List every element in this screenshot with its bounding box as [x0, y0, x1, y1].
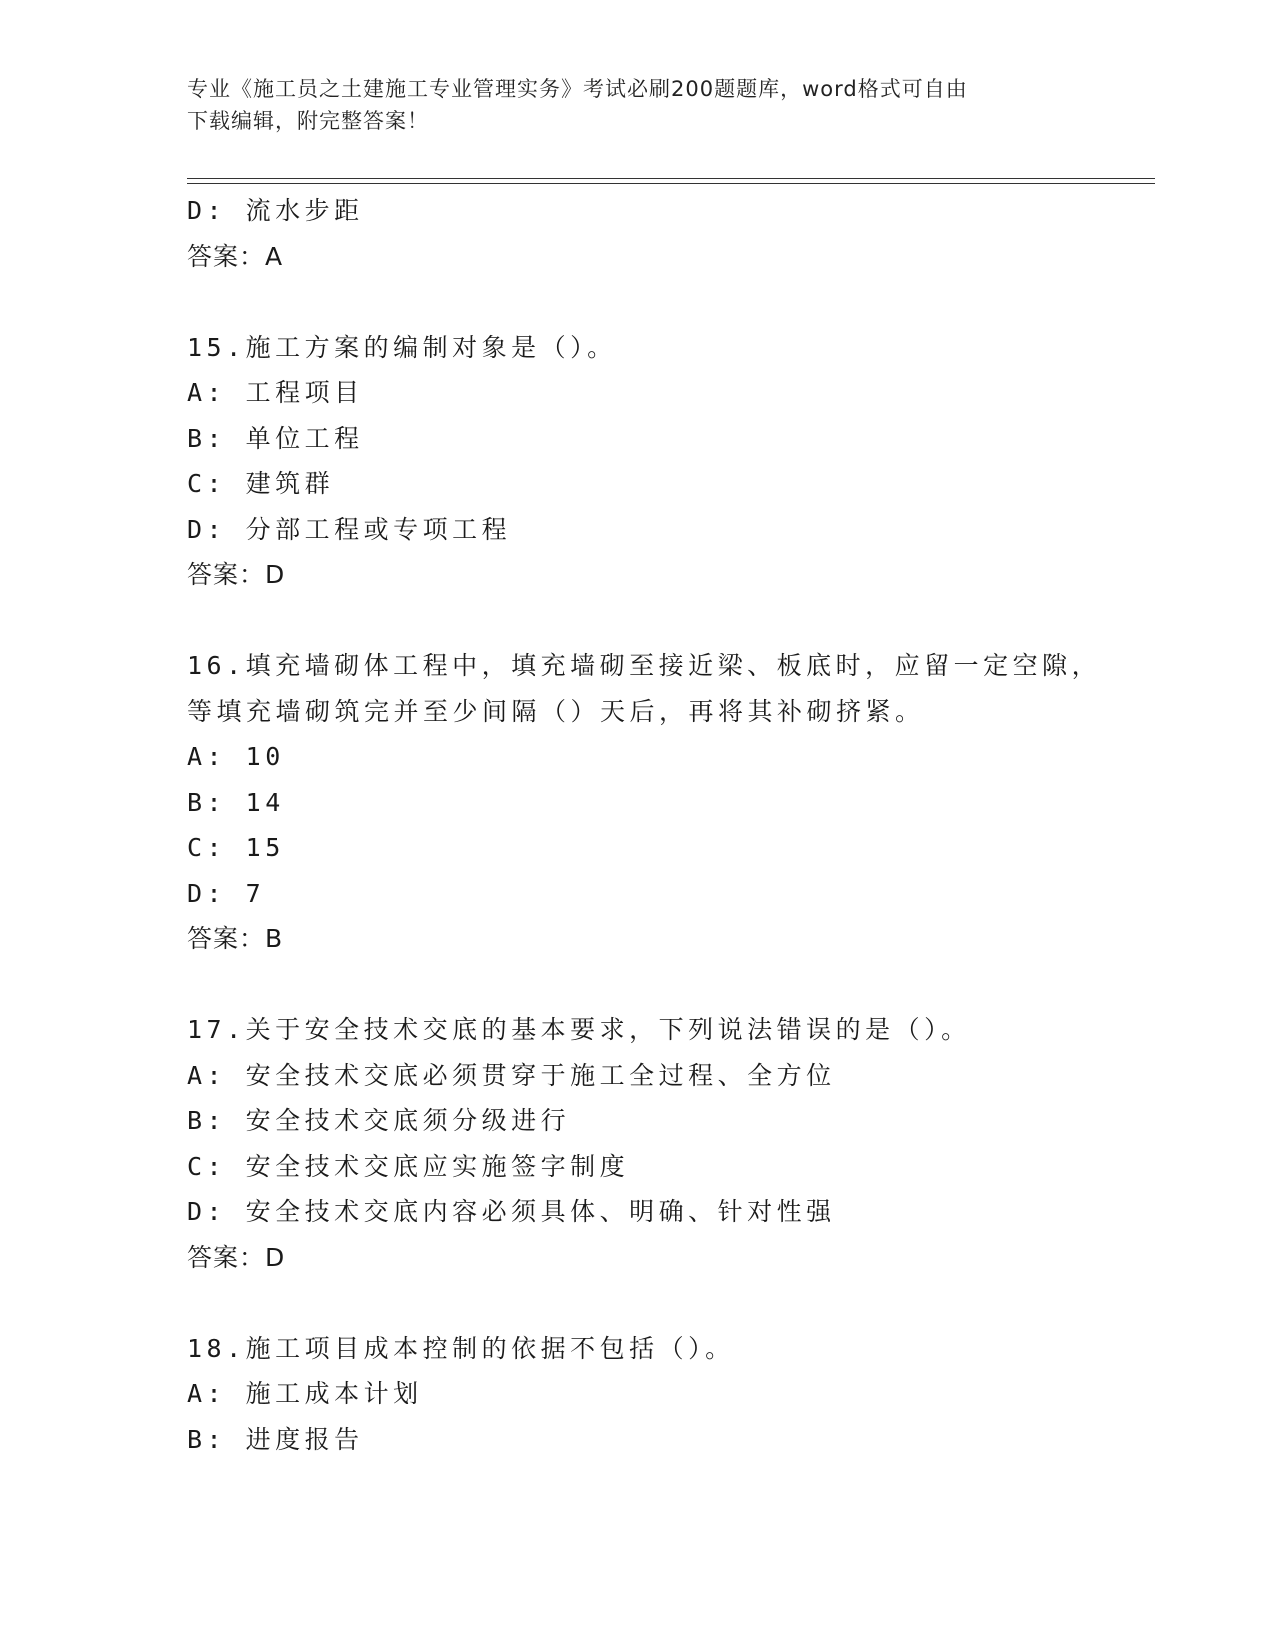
q15-option-a: A: 工程项目: [187, 378, 364, 407]
q18-option-b: B: 进度报告: [187, 1424, 364, 1454]
q15-option-c: C: 建筑群: [187, 469, 335, 498]
q16-stem-line-2: 等填充墙砌筑完并至少间隔（）天后，再将其补砌挤紧。: [187, 696, 925, 726]
question-list: [187, 188, 1155, 1462]
q18-stem: 18.施工项目成本控制的依据不包括（）。: [187, 1333, 735, 1363]
q17-stem: 17.关于安全技术交底的基本要求，下列说法错误的是（）。: [187, 1015, 971, 1044]
q16-answer: 答案：B: [187, 924, 284, 953]
prev-answer: 答案：A: [187, 241, 284, 271]
q16-option-a: A: 10: [187, 742, 285, 771]
q18-option-a: A: 施工成本计划: [187, 1379, 423, 1408]
spacer: [187, 1280, 1155, 1326]
q16-stem-line-1: 16.填充墙砌体工程中，填充墙砌至接近梁、板底时，应留一定空隙，: [187, 651, 1102, 680]
header-divider-top: [187, 178, 1155, 179]
q17-answer: 答案：D: [187, 1242, 286, 1272]
q17-option-c: C: 安全技术交底应实施签字制度: [187, 1151, 630, 1181]
q15-answer: 答案：D: [187, 560, 286, 589]
q15-option-d: D: 分部工程或专项工程: [187, 514, 512, 544]
spacer: [187, 279, 1155, 325]
q17-option-b: B: 安全技术交底须分级进行: [187, 1106, 571, 1135]
q16-option-c: C: 15: [187, 833, 285, 862]
q17-option-a: A: 安全技术交底必须贯穿于施工全过程、全方位: [187, 1060, 836, 1090]
q16-option-d: D: 7: [187, 878, 266, 908]
q15-option-b: B: 单位工程: [187, 423, 364, 453]
spacer: [187, 598, 1155, 644]
q17-option-d: D: 安全技术交底内容必须具体、明确、针对性强: [187, 1197, 836, 1226]
prev-option-d: D: 流水步距: [187, 196, 364, 225]
header-divider-bottom: [187, 183, 1155, 184]
header-line-1: 专业《施工员之土建施工专业管理实务》考试必刷200题题库，word格式可自由: [187, 77, 968, 101]
header-line-2: 下载编辑，附完整答案！: [187, 109, 429, 133]
q15-stem: 15.施工方案的编制对象是（）。: [187, 332, 617, 362]
spacer: [187, 962, 1155, 1008]
document-header: [187, 73, 1067, 137]
q16-option-b: B: 14: [187, 787, 285, 817]
